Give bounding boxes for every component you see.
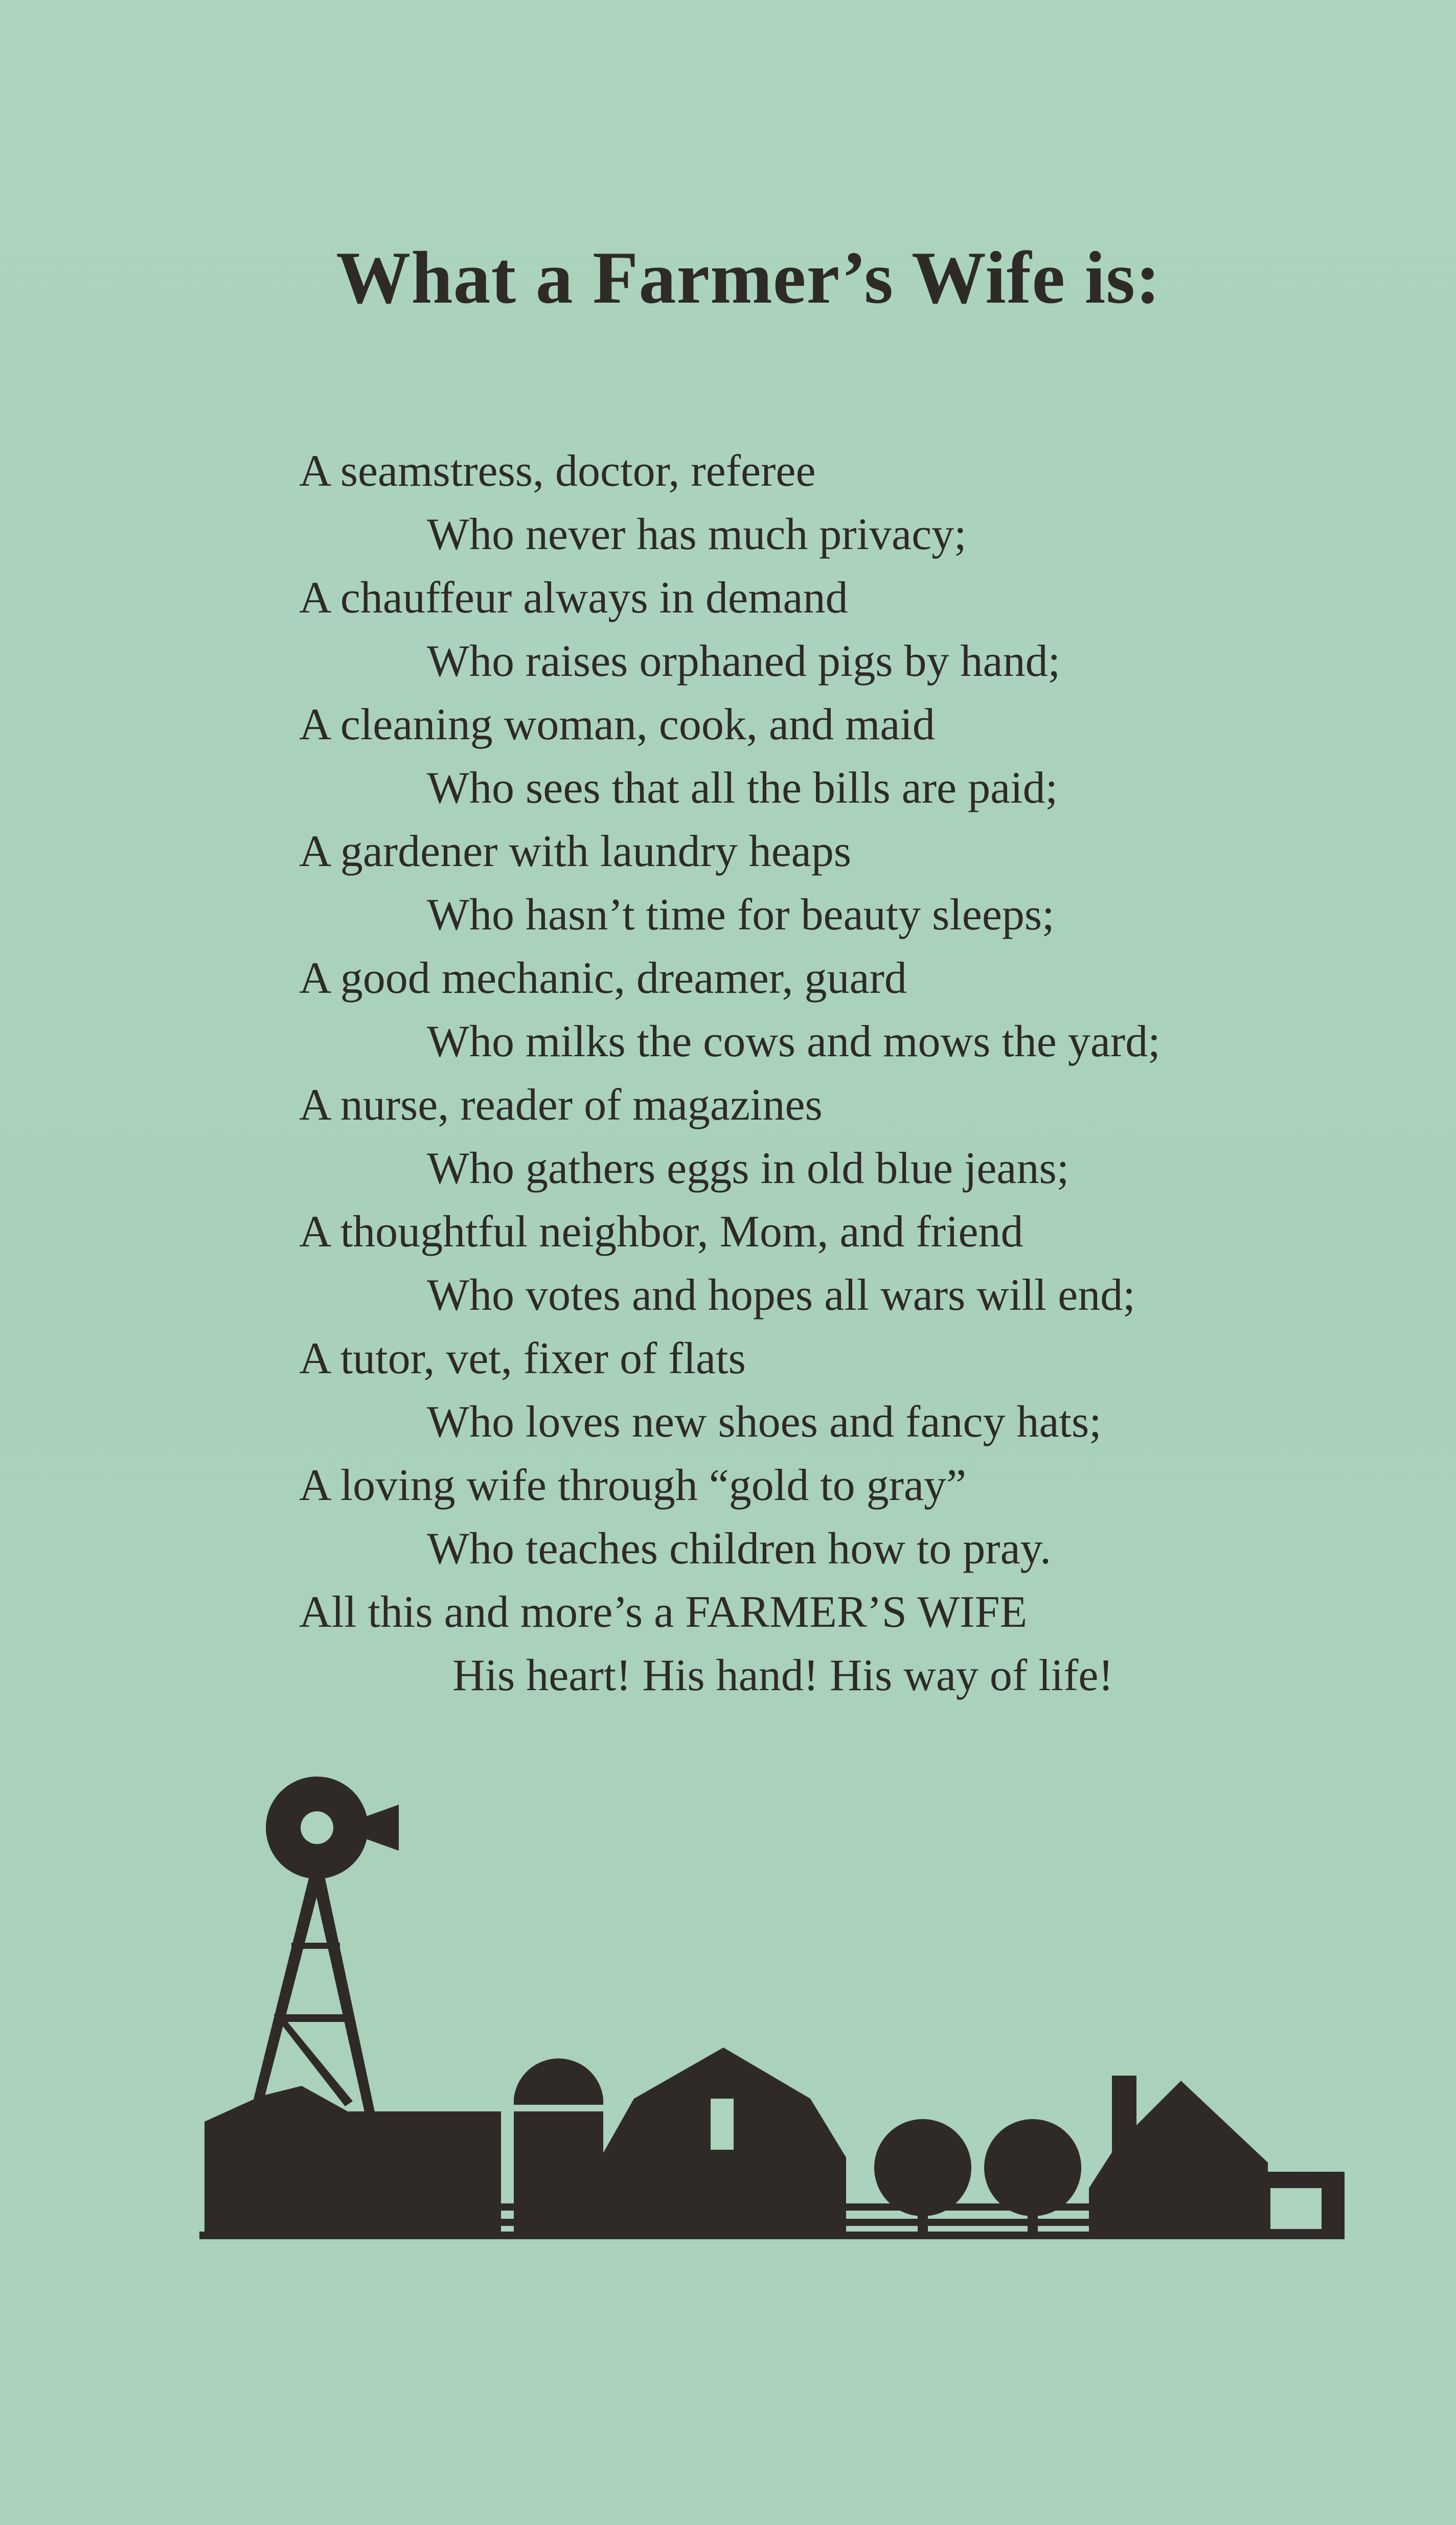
poem-line: Who never has much privacy;: [427, 510, 967, 559]
poem-line: A cleaning woman, cook, and maid: [299, 700, 935, 749]
farm-silhouette-icon: [199, 1769, 1345, 2239]
poem-line: Who loves new shoes and fancy hats;: [427, 1397, 1102, 1447]
poem-line: Who milks the cows and mows the yard;: [427, 1017, 1161, 1066]
poem-line: A gardener with laundry heaps: [299, 827, 852, 876]
poem-line: Who hasn’t time for beauty sleeps;: [427, 890, 1055, 940]
poem-title: What a Farmer’s Wife is:: [336, 236, 1161, 319]
poem-line: A thoughtful neighbor, Mom, and friend: [299, 1207, 1023, 1257]
poem-line: Who votes and hopes all wars will end;: [427, 1270, 1135, 1320]
poem-line: A loving wife through “gold to gray”: [299, 1461, 967, 1510]
poem-line: A good mechanic, dreamer, guard: [299, 953, 907, 1003]
poem-line: Who gathers eggs in old blue jeans;: [427, 1144, 1070, 1193]
poem-line: His heart! His hand! His way of life!: [452, 1651, 1113, 1700]
poem-line: A tutor, vet, fixer of flats: [299, 1334, 746, 1383]
poem-body: [299, 440, 1373, 1708]
poem-line: A nurse, reader of magazines: [299, 1080, 823, 1130]
poem-line: A seamstress, doctor, referee: [299, 446, 816, 496]
poem-line: A chauffeur always in demand: [299, 573, 848, 623]
poem-line: Who sees that all the bills are paid;: [427, 763, 1058, 813]
poem-line: Who raises orphaned pigs by hand;: [427, 636, 1061, 686]
poem-line: Who teaches children how to pray.: [427, 1524, 1051, 1574]
poem-line: All this and more’s a FARMER’S WIFE: [299, 1587, 1028, 1637]
